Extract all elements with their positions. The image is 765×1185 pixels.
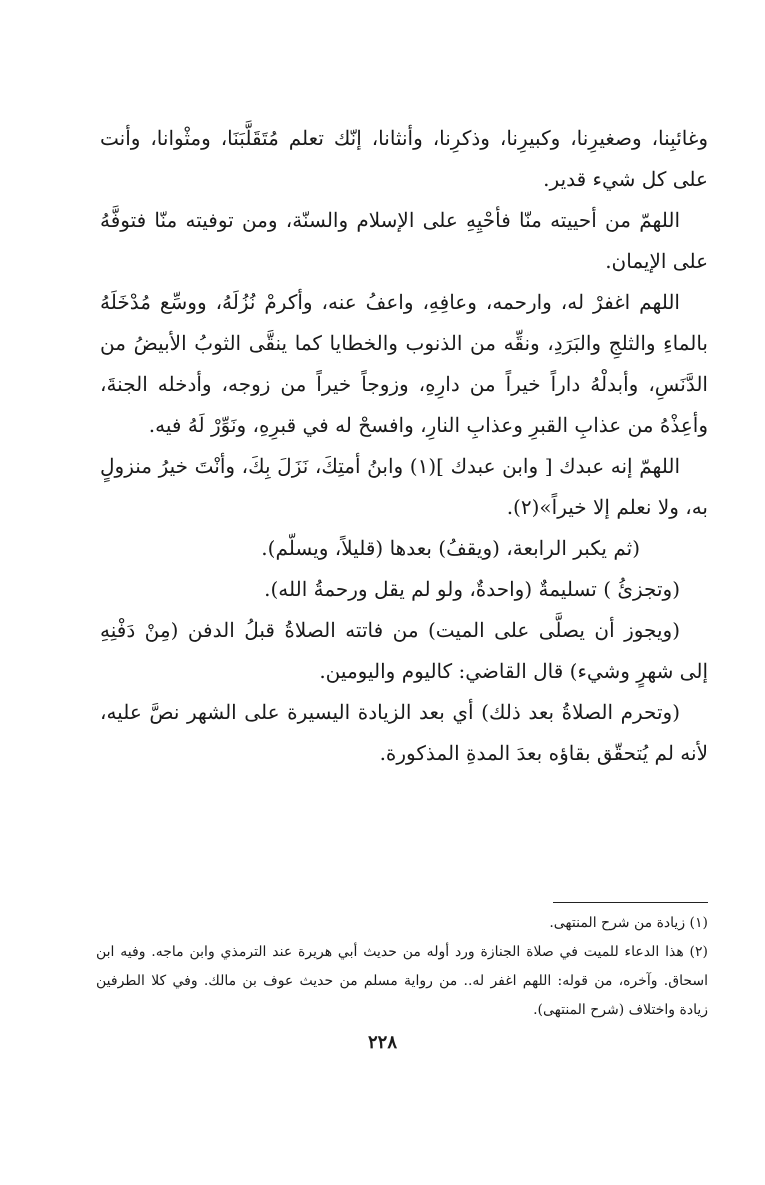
footnotes-section xyxy=(96,902,708,1025)
footnote-2: (٢) هذا الدعاء للميت في صلاة الجنازة ورد أوله من حديث أبي هريرة عند الترمذي وابن ماجه. وفيه ابن اسحاق. وآخره، من قوله: اللهم اغفر له.. من رواية مسلم من حديث عوف بن مالك. وفي كلا الطرفين زيادة واختلاف (شرح المنتهى). xyxy=(96,944,708,1018)
paragraph-8: (وتحرم الصلاةُ بعد ذلك) أي بعد الزيادة اليسيرة على الشهر نصَّ عليه، لأنه لم يُتحقّق بقاؤه بعدَ المدةِ المذكورة. xyxy=(100,700,708,765)
footnote-1: (١) زيادة من شرح المنتهى. xyxy=(549,915,708,931)
paragraph-6: (وتجزئُ ) تسليمةٌ (واحدةٌ، ولو لم يقل ورحمةُ الله). xyxy=(264,577,680,601)
main-text-block xyxy=(100,118,708,774)
paragraph-4: اللهمّ إنه عبدك [ وابن عبدك ](١) وابنُ أمتِكَ، نَزَلَ بِكَ، وأنْتَ خيرُ منزولٍ به، ولا نعلم إلا خيراً»(٢). xyxy=(100,454,708,519)
paragraph-3: اللهم اغفرْ له، وارحمه، وعافِهِ، واعفُ عنه، وأكرمْ نُزُلَهُ، ووسِّع مُدْخَلَهُ بالماءِ والثلجِ والبَرَدِ، ونقِّه من الذنوب والخطايا كما ينقَّى الثوبُ الأبيضُ من الدَّنَسِ، وأبدلْهُ داراً خيراً من دارِهِ، وزوجاً خيراً من زوجه، وأدخله الجنةَ، وأعِذْهُ من عذابِ القبرِ وعذابِ النارِ، وافسحْ له في قبرِهِ، ونَوِّرْ لَهُ فيه. xyxy=(100,290,708,437)
page-number: ٢٢٨ xyxy=(367,1032,397,1053)
paragraph-2: اللهمّ من أحييته منّا فأحْيِهِ على الإسلام والسنّة، ومن توفيته منّا فتوفَّهُ على الإيمان. xyxy=(100,208,708,273)
paragraph-5: (ثم يكبر الرابعة، (ويقفُ) بعدها (قليلاً، ويسلّم). xyxy=(261,536,640,560)
paragraph-7: (ويجوز أن يصلَّى على الميت) من فاتته الصلاةُ قبلُ الدفن (مِنْ دَفْنِهِ إلى شهرٍ وشيء) قال القاضي: كاليوم واليومين. xyxy=(100,618,708,683)
footnote-divider xyxy=(553,902,708,903)
paragraph-1: وغائبِنا، وصغيرِنا، وكبيرِنا، وذكرِنا، وأنثانا، إنّك تعلم مُتَقَلَّبَنَا، ومثْوانا، وأنت على كل شيء قدير. xyxy=(100,126,708,191)
